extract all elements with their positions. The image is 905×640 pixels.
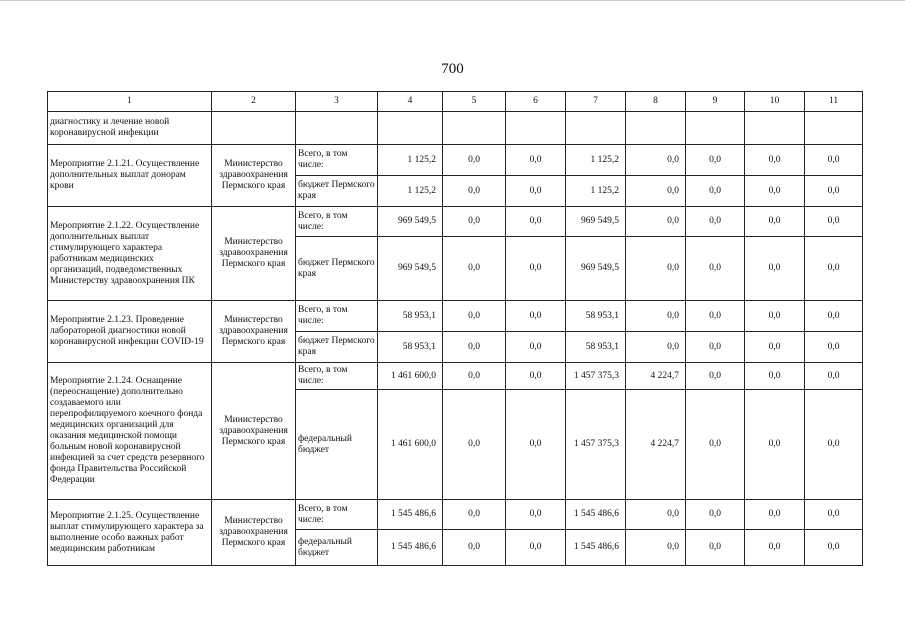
amount-cell: 969 549,5 <box>378 207 443 237</box>
column-header: 7 <box>566 92 626 112</box>
amount-cell: 58 953,1 <box>378 301 443 332</box>
funding-source: Всего, в том числе: <box>296 207 378 237</box>
amount-cell: 58 953,1 <box>566 301 626 332</box>
column-header: 2 <box>212 92 296 112</box>
amount-cell: 0,0 <box>506 530 566 566</box>
amount-cell: 0,0 <box>745 363 805 390</box>
column-header: 11 <box>805 92 863 112</box>
amount-cell: 0,0 <box>745 500 805 530</box>
table-row <box>48 301 863 332</box>
amount-cell: 0,0 <box>805 176 863 207</box>
amount-cell: 0,0 <box>805 332 863 363</box>
amount-cell: 0,0 <box>506 500 566 530</box>
amount-cell: 0,0 <box>506 145 566 176</box>
amount-cell: 0,0 <box>805 301 863 332</box>
amount-cell: 0,0 <box>626 145 686 176</box>
amount-cell: 1 545 486,6 <box>378 530 443 566</box>
amount-cell: 0,0 <box>443 237 506 301</box>
amount-cell: 1 457 375,3 <box>566 363 626 390</box>
amount-cell: 0,0 <box>686 145 745 176</box>
column-header: 9 <box>686 92 745 112</box>
amount-cell: 0,0 <box>626 301 686 332</box>
amount-cell: 0,0 <box>443 301 506 332</box>
amount-cell: 0,0 <box>506 332 566 363</box>
amount-cell: 0,0 <box>506 237 566 301</box>
amount-cell: 0,0 <box>443 530 506 566</box>
amount-cell: 1 545 486,6 <box>566 500 626 530</box>
amount-cell: 0,0 <box>626 207 686 237</box>
amount-cell: 969 549,5 <box>378 237 443 301</box>
column-header: 5 <box>443 92 506 112</box>
amount-cell: 58 953,1 <box>378 332 443 363</box>
amount-cell: 0,0 <box>506 363 566 390</box>
measure-name: Мероприятие 2.1.23. Проведение лабораторной диагностики новой коронавирусной инфекции COVID-19 <box>48 301 212 363</box>
amount-cell: 0,0 <box>745 237 805 301</box>
amount-cell: 0,0 <box>745 207 805 237</box>
amount-cell: 1 125,2 <box>378 145 443 176</box>
continuation-row <box>48 112 863 145</box>
amount-cell: 0,0 <box>443 176 506 207</box>
funding-source: Всего, в том числе: <box>296 301 378 332</box>
column-header: 1 <box>48 92 212 112</box>
amount-cell: 0,0 <box>745 390 805 500</box>
continuation-text: диагностику и лечение новой коронавирусной инфекции <box>48 112 212 145</box>
executor-name: Министерство здравоохранения Пермского края <box>212 301 296 363</box>
table-row <box>48 207 863 237</box>
funding-source: федеральный бюджет <box>296 390 378 500</box>
column-header: 8 <box>626 92 686 112</box>
amount-cell: 0,0 <box>626 332 686 363</box>
measure-name: Мероприятие 2.1.22. Осуществление дополнительных выплат стимулирующего характера работникам медицинских организаций, подведомственных Министерству здравоохранения ПК <box>48 207 212 301</box>
amount-cell: 0,0 <box>506 176 566 207</box>
amount-cell: 0,0 <box>745 176 805 207</box>
amount-cell: 4 224,7 <box>626 363 686 390</box>
measure-name: Мероприятие 2.1.21. Осуществление дополнительных выплат донорам крови <box>48 145 212 207</box>
amount-cell: 0,0 <box>443 500 506 530</box>
funding-source: бюджет Пермского края <box>296 332 378 363</box>
amount-cell: 1 545 486,6 <box>378 500 443 530</box>
amount-cell: 0,0 <box>686 176 745 207</box>
amount-cell: 58 953,1 <box>566 332 626 363</box>
amount-cell: 0,0 <box>686 363 745 390</box>
amount-cell: 0,0 <box>805 207 863 237</box>
funding-table <box>47 91 863 566</box>
measure-name: Мероприятие 2.1.25. Осуществление выплат стимулирующего характера за выполнение особо важных работ медицинским работникам <box>48 500 212 566</box>
amount-cell: 1 125,2 <box>566 176 626 207</box>
amount-cell: 1 545 486,6 <box>566 530 626 566</box>
amount-cell: 0,0 <box>686 390 745 500</box>
amount-cell: 0,0 <box>506 207 566 237</box>
amount-cell: 0,0 <box>805 363 863 390</box>
amount-cell: 0,0 <box>443 332 506 363</box>
amount-cell: 1 125,2 <box>378 176 443 207</box>
amount-cell: 0,0 <box>686 530 745 566</box>
funding-source: Всего, в том числе: <box>296 145 378 176</box>
column-number-row <box>48 92 863 112</box>
table-row <box>48 500 863 530</box>
column-header: 10 <box>745 92 805 112</box>
amount-cell: 0,0 <box>443 390 506 500</box>
amount-cell: 0,0 <box>745 332 805 363</box>
funding-source: бюджет Пермского края <box>296 176 378 207</box>
amount-cell: 0,0 <box>686 500 745 530</box>
amount-cell: 0,0 <box>443 207 506 237</box>
scan-top-edge <box>0 0 905 1</box>
amount-cell: 0,0 <box>686 237 745 301</box>
amount-cell: 0,0 <box>443 145 506 176</box>
amount-cell: 0,0 <box>443 363 506 390</box>
amount-cell: 4 224,7 <box>626 390 686 500</box>
page-number: 700 <box>441 61 464 77</box>
amount-cell: 969 549,5 <box>566 237 626 301</box>
funding-source: Всего, в том числе: <box>296 363 378 390</box>
amount-cell: 0,0 <box>686 301 745 332</box>
amount-cell: 0,0 <box>686 332 745 363</box>
amount-cell: 0,0 <box>626 500 686 530</box>
amount-cell: 0,0 <box>805 500 863 530</box>
amount-cell: 1 461 600,0 <box>378 390 443 500</box>
executor-name: Министерство здравоохранения Пермского края <box>212 363 296 500</box>
amount-cell: 0,0 <box>805 530 863 566</box>
amount-cell: 0,0 <box>626 237 686 301</box>
column-header: 6 <box>506 92 566 112</box>
amount-cell: 1 461 600,0 <box>378 363 443 390</box>
funding-source: федеральный бюджет <box>296 530 378 566</box>
measure-name: Мероприятие 2.1.24. Оснащение (переоснащение) дополнительно создаваемого или перепрофилируемого коечного фонда медицинских организаций для оказания медицинской помощи больным новой коронавирусной инфекцией за счет средств резервного фонда Правительства Российской Федерации <box>48 363 212 500</box>
executor-name: Министерство здравоохранения Пермского края <box>212 145 296 207</box>
amount-cell: 0,0 <box>506 301 566 332</box>
column-header: 3 <box>296 92 378 112</box>
executor-name: Министерство здравоохранения Пермского края <box>212 500 296 566</box>
amount-cell: 0,0 <box>506 390 566 500</box>
table-row <box>48 363 863 390</box>
column-header: 4 <box>378 92 443 112</box>
amount-cell: 969 549,5 <box>566 207 626 237</box>
table-row <box>48 145 863 176</box>
amount-cell: 0,0 <box>745 301 805 332</box>
executor-name: Министерство здравоохранения Пермского края <box>212 207 296 301</box>
amount-cell: 0,0 <box>805 237 863 301</box>
amount-cell: 0,0 <box>626 530 686 566</box>
funding-source: Всего, в том числе: <box>296 500 378 530</box>
amount-cell: 0,0 <box>686 207 745 237</box>
amount-cell: 0,0 <box>745 145 805 176</box>
amount-cell: 0,0 <box>805 145 863 176</box>
funding-source: бюджет Пермского края <box>296 237 378 301</box>
amount-cell: 0,0 <box>745 530 805 566</box>
amount-cell: 1 125,2 <box>566 145 626 176</box>
amount-cell: 1 457 375,3 <box>566 390 626 500</box>
amount-cell: 0,0 <box>805 390 863 500</box>
amount-cell: 0,0 <box>626 176 686 207</box>
